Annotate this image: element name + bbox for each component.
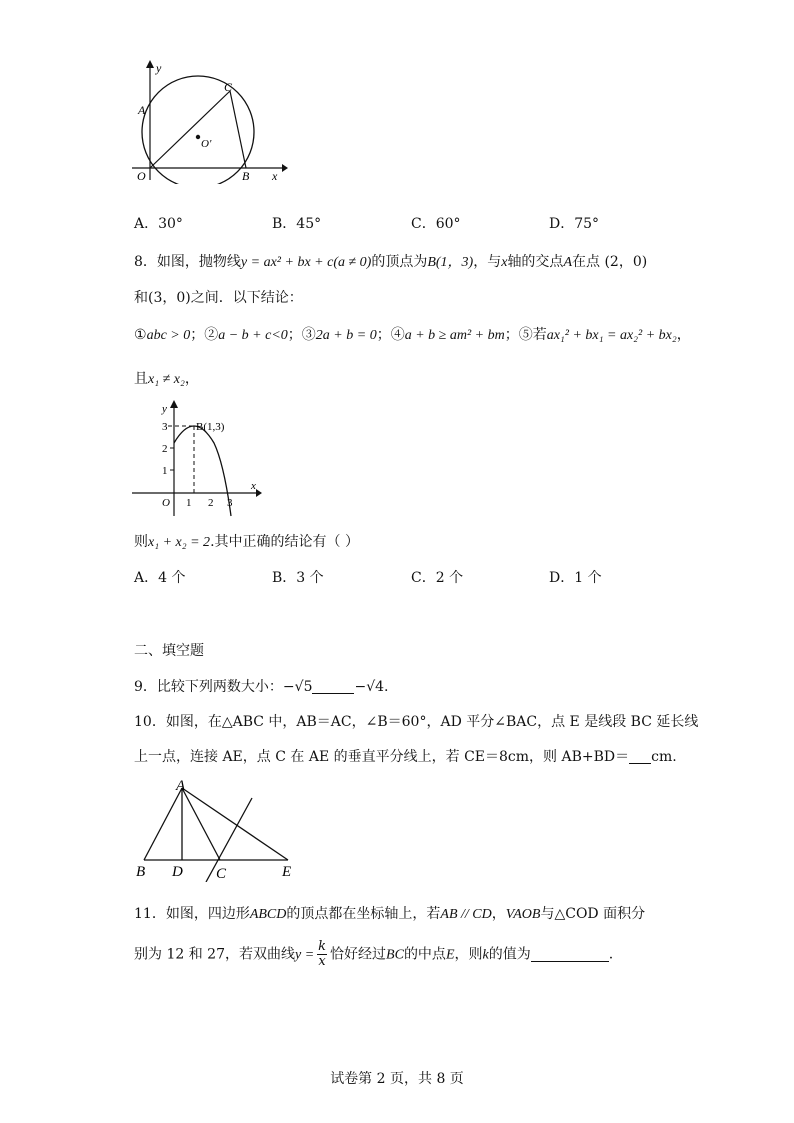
q11-fraction-num: k	[318, 939, 327, 954]
q11-line2	[134, 940, 613, 969]
q8-graph-xtick-3: 3	[227, 497, 233, 509]
q10-line2	[134, 746, 677, 766]
q11-fraction-den: x	[318, 954, 326, 969]
q8-line5	[134, 531, 359, 551]
q8-c4-mark: ；④	[376, 327, 405, 343]
q8-prefix: 8．如图，抛物线	[134, 254, 241, 270]
q8-line5-prefix: 则	[134, 534, 148, 550]
q9-right-value: −√4	[354, 679, 385, 695]
q7-option-c[interactable]: C．60°	[411, 216, 461, 232]
q11-fraction	[317, 940, 327, 969]
q8-graph-xtick-1: 1	[186, 497, 192, 509]
q8-c1-mark: ①	[134, 327, 147, 343]
q8-option-c[interactable]: C．2 个	[411, 570, 464, 586]
q11-line2-end: .	[608, 946, 614, 963]
page-footer: 试卷第 2 页，共 8 页	[330, 1071, 464, 1087]
q7-label-c: C	[224, 80, 233, 94]
q11-var-k: k	[482, 947, 489, 963]
q11-parallel: AB // CD	[440, 907, 492, 922]
q8-line5-tail: .其中正确的结论有（ ）	[210, 534, 359, 550]
q11-line2-a: 别为 12 和 27，若双曲线	[134, 946, 295, 963]
q8-line4-prefix: 且	[134, 371, 148, 387]
q8-graph-ytick-1: 1	[162, 465, 168, 477]
q8-parabola-graph	[128, 398, 268, 520]
q8-vertex: B(1，3)	[427, 255, 474, 270]
q7-label-o: O	[137, 169, 146, 183]
q10-label-c: C	[216, 866, 227, 882]
q8-c2-mark: ；②	[190, 327, 219, 343]
q11-segment-bc: BC	[386, 947, 404, 963]
q7-option-d[interactable]: D．75°	[549, 216, 600, 232]
q8-c3-expr: 2a + b = 0	[315, 328, 377, 343]
q10-label-b: B	[136, 864, 146, 880]
q11-line2-d: ，则	[454, 946, 483, 963]
q8-graph-ytick-2: 2	[162, 443, 168, 455]
q11-line1	[134, 903, 645, 923]
q8-c5-expr: ax₁² + bx₁ = ax₂² + bx₂	[546, 328, 677, 343]
q7-label-center: O'	[201, 138, 212, 150]
q7-label-b: B	[242, 169, 250, 183]
q11-answer-blank[interactable]	[531, 947, 609, 962]
q8-line5-expr: x₁ + x₂ = 2	[148, 535, 211, 550]
q10-triangle-figure	[132, 778, 302, 882]
q8-line1	[134, 251, 647, 271]
q11-eq-left: y =	[294, 947, 315, 963]
q9-prefix: 9．比较下列两数大小：	[134, 679, 283, 695]
q8-graph-ytick-3: 3	[162, 421, 168, 433]
q11-line2-f: 的值为	[488, 946, 531, 963]
q8-graph-x-label: x	[251, 480, 256, 492]
q11-line1-a: 11．如图，四边形	[134, 906, 250, 922]
q11-line2-b: 恰好经过	[330, 946, 387, 963]
q11-line1-d: 与△COD 面积分	[540, 906, 646, 922]
q10-label-a: A	[176, 778, 186, 794]
q10-label-d: D	[172, 864, 183, 880]
q8-line4-expr: x₁ ≠ x₂	[148, 372, 185, 387]
q7-option-b[interactable]: B．45°	[272, 216, 322, 232]
q9-line	[134, 676, 389, 696]
q8-point-a: A	[563, 255, 572, 270]
q8-graph-xtick-2: 2	[208, 497, 214, 509]
q8-c5-end: ，	[676, 327, 691, 343]
q8-c5-mark: ；⑤若	[504, 327, 547, 343]
q8-text-axis: 轴的交点	[507, 254, 564, 270]
q11-line2-c: 的中点	[403, 946, 446, 963]
q11-quad: ABCD	[249, 907, 287, 922]
q8-text-with: ，与	[473, 254, 502, 270]
q8-x-var: x	[501, 255, 508, 270]
q8-conclusions	[134, 324, 691, 344]
q8-option-a[interactable]: A．4 个	[134, 570, 186, 586]
q11-line1-c: ，	[491, 906, 506, 922]
q11-point-e: E	[445, 947, 455, 963]
section-title-fill-blank: 二、填空题	[134, 643, 204, 659]
q8-option-b[interactable]: B．3 个	[272, 570, 324, 586]
q9-answer-blank[interactable]	[312, 679, 354, 694]
q8-c2-expr: a − b + c<0	[218, 328, 288, 343]
q8-c1-expr: abc > 0	[146, 328, 191, 343]
q11-line1-b: 的顶点都在坐标轴上，若	[286, 906, 441, 922]
q10-unit: cm.	[651, 749, 677, 765]
q10-label-e: E	[282, 864, 292, 880]
q8-c3-mark: ；③	[287, 327, 316, 343]
q7-label-a: A	[138, 103, 146, 117]
q8-graph-y-label: y	[162, 403, 167, 415]
q8-text-end: 在点 (2，0)	[572, 254, 648, 270]
q10-line2-text: 上一点，连接 AE，点 C 在 AE 的垂直平分线上，若 CE＝8cm，则 AB+BD＝	[134, 749, 630, 765]
q11-triangle-aob: VAOB	[505, 907, 541, 922]
q8-graph-vertex-label: B(1,3)	[196, 421, 225, 433]
q9-end: .	[384, 679, 389, 695]
q9-left-value: −√5	[282, 679, 313, 695]
q8-line4-end: ，	[184, 371, 199, 387]
q8-parabola-eq: y = ax² + bx + c(a ≠ 0)	[240, 255, 372, 270]
q8-graph-origin: O	[162, 497, 170, 509]
q8-c4-expr: a + b ≥ am² + bm	[404, 328, 505, 343]
q8-text-vertex: 的顶点为	[371, 254, 428, 270]
q8-option-d[interactable]: D．1 个	[549, 570, 602, 586]
q8-line4	[134, 368, 199, 388]
q7-option-a[interactable]: A．30°	[134, 216, 183, 232]
q7-x-label: x	[272, 169, 278, 183]
q8-line2: 和(3，0)之间．以下结论：	[134, 290, 303, 306]
q10-answer-blank[interactable]	[629, 749, 651, 764]
q10-line1: 10．如图，在△ABC 中，AB＝AC，∠B＝60°，AD 平分∠BAC，点 E 是线段 BC 延长线	[134, 714, 699, 730]
q7-circle-figure	[128, 58, 288, 184]
q7-y-label: y	[156, 61, 162, 75]
